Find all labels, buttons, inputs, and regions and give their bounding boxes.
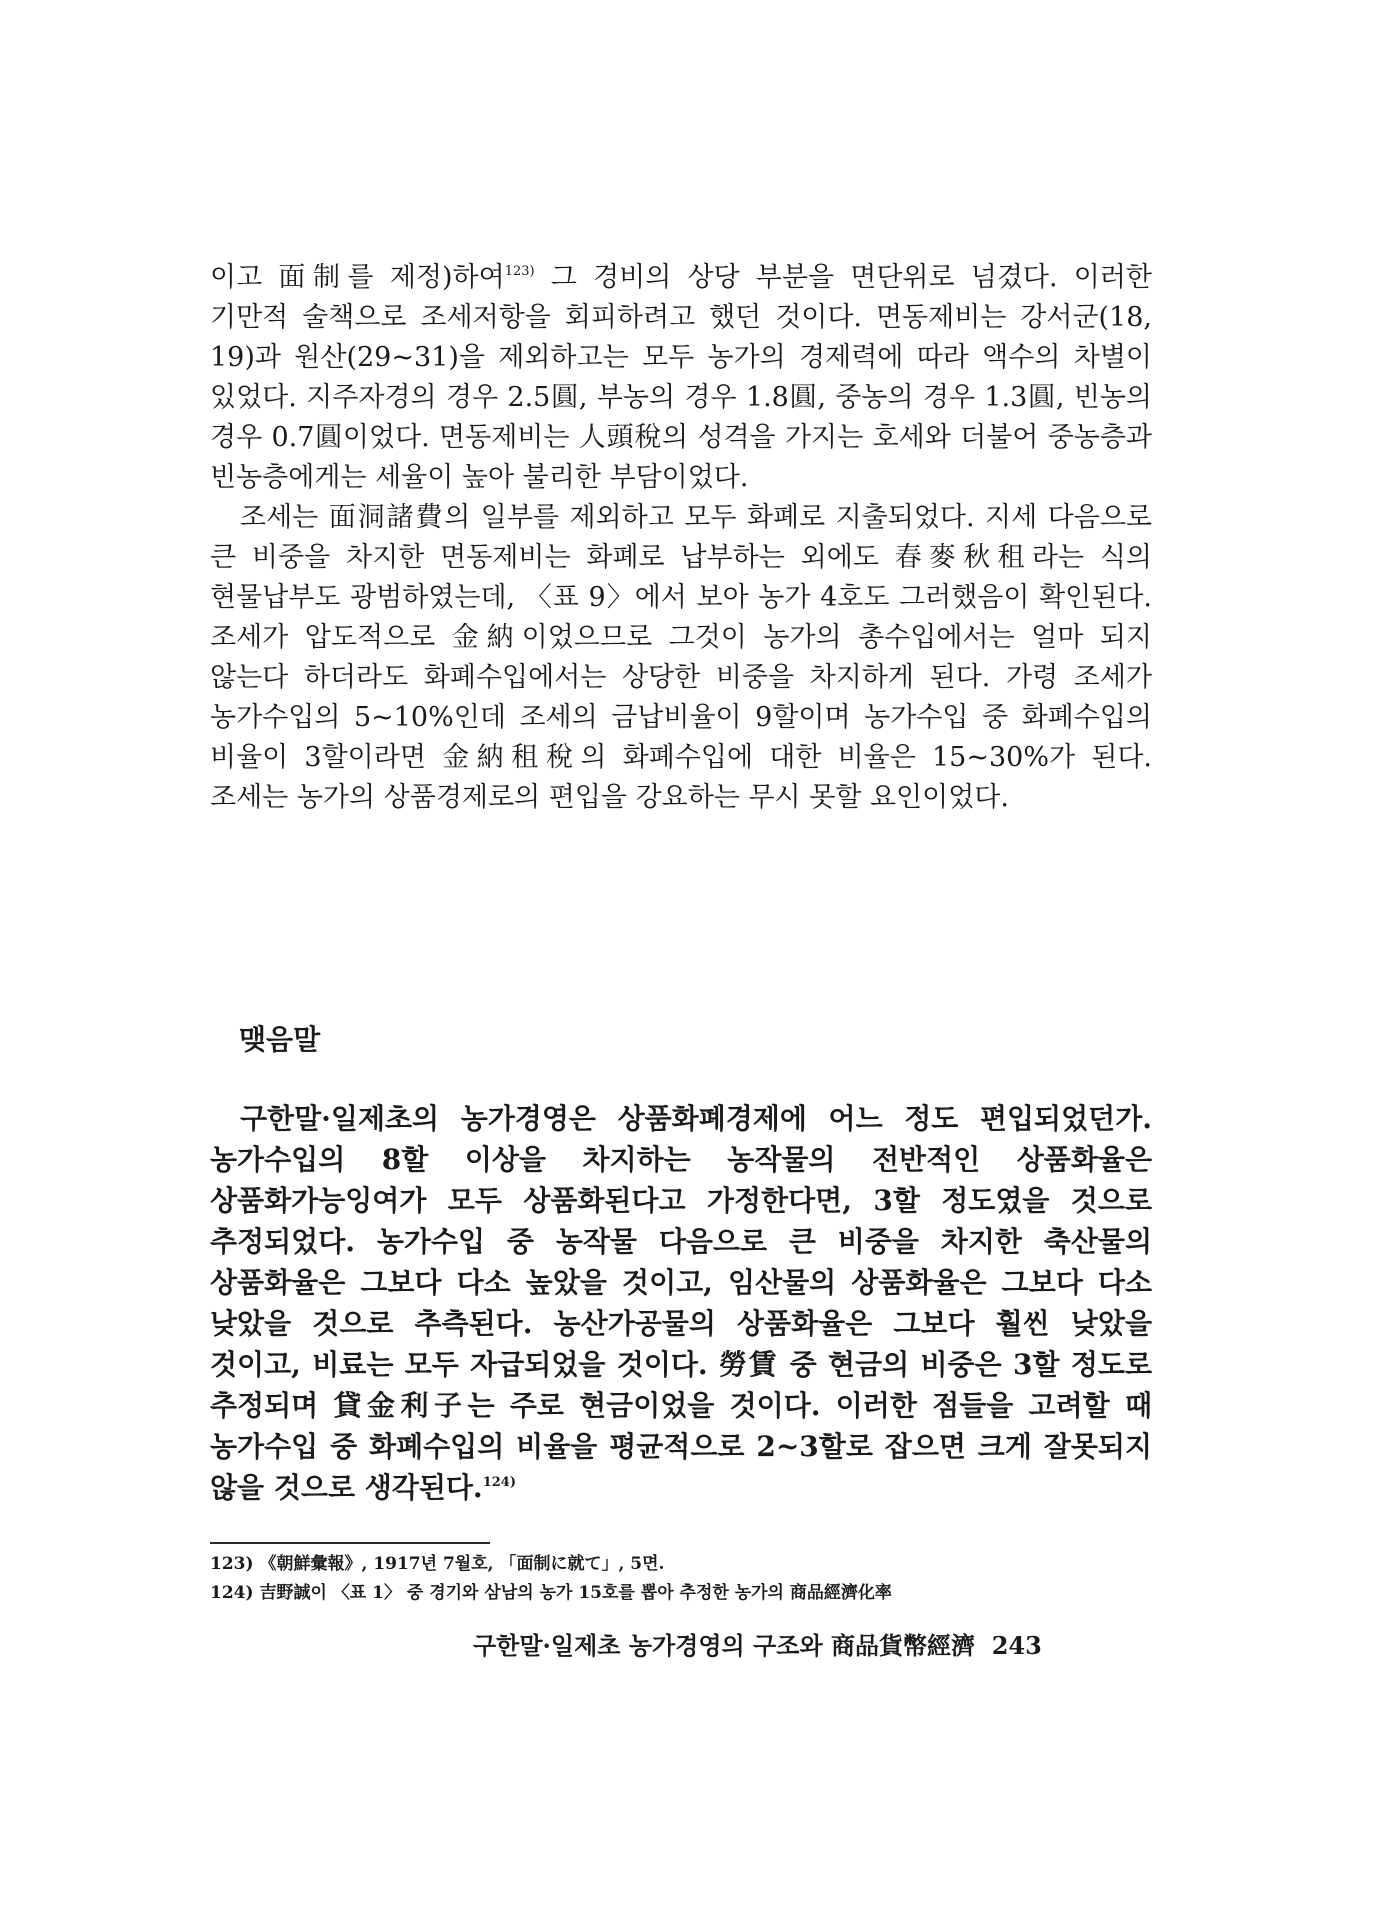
footnote-ref-124[interactable]: 124) xyxy=(482,1475,516,1490)
conclusion-paragraph xyxy=(210,1098,1152,1508)
body-text xyxy=(210,258,1152,818)
page-number: 243 xyxy=(991,1631,1042,1660)
section-heading: 맺음말 xyxy=(239,1023,321,1056)
footnote-ref-123[interactable]: 123) xyxy=(504,264,535,279)
running-title: 구한말·일제초 농가경영의 구조와 商品貨幣經濟 xyxy=(473,1631,975,1660)
conclusion-text: 구한말·일제초의 농가경영은 상품화폐경제에 어느 정도 편입되었던가. 농가수입의 8할 이상을 차지하는 농작물의 전반적인 상품화율은 상품화가능잉여가 모두 상품화된다고 가정한다면, 3할 정도였을 것으로 추정되었다. 농가수입 중 농작물 다음으로 큰 비중을 차지한 축산물의 상품화율은 그보다 다소 높았을 것이고, 임산물의 상품화율은 그보다 다소 낮았을 것으로 추측된다. 농산가공물의 상품화율은 그보다 훨씬 낮았을 것이고, 비료는 모두 자급되었을 것이다. 勞賃 중 현금의 비중은 3할 정도로 추정되며 貸金利子는 주로 현금이었을 것이다. 이러한 점들을 고려할 때 농가수입 중 화폐수입의 비율을 평균적으로 2~3할로 잡으면 크게 잘못되지 않을 것으로 생각된다. xyxy=(210,1102,1152,1504)
paragraph-text: 그 경비의 상당 부분을 면단위로 넘겼다. 이러한 기만적 술책으로 조세저항을 회피하려고 했던 것이다. 면동제비는 강서군(18, 19)과 원산(29~31)을 제외하고는 모두 농가의 경제력에 따라 액수의 차별이 있었다. 지주자경의 경우 2.5圓, 부농의 경우 1.8圓, 중농의 경우 1.3圓, 빈농의 경우 0.7圓이었다. 면동제비는 人頭稅의 성격을 가지는 호세와 더불어 중농층과 빈농층에게는 세율이 높아 불리한 부담이었다. xyxy=(210,262,1153,493)
footnotes xyxy=(210,1550,1152,1608)
footnote-124: 124) 吉野誠이 〈표 1〉 중 경기와 삼남의 농가 15호를 뽑아 추정한 농가의 商品經濟化率 xyxy=(210,1583,892,1603)
conclusion-section xyxy=(210,1098,1152,1508)
paragraph-text: 이고 面制를 제정)하여 xyxy=(210,262,505,293)
footnote-divider xyxy=(210,1542,490,1544)
body-paragraph xyxy=(210,258,1152,498)
page-footer xyxy=(473,1626,1042,1661)
body-paragraph: 조세는 面洞諸費의 일부를 제외하고 모두 화폐로 지출되었다. 지세 다음으로 큰 비중을 차지한 면동제비는 화폐로 납부하는 외에도 春麥秋租라는 식의 현물납부도 광범하였는데, 〈표 9〉에서 보아 농가 4호도 그러했음이 확인된다. 조세가 압도적으로 金納이었으므로 그것이 농가의 총수입에서는 얼마 되지 않는다 하더라도 화폐수입에서는 상당한 비중을 차지하게 된다. 가령 조세가 농가수입의 5~10%인데 조세의 금납비율이 9할이며 농가수입 중 화폐수입의 비율이 3할이라면 金納租稅의 화폐수입에 대한 비율은 15~30%가 된다. 조세는 농가의 상품경제로의 편입을 강요하는 무시 못할 요인이었다. xyxy=(210,502,1152,813)
footnote-123: 123) 《朝鮮彙報》, 1917년 7월호, 「面制に就て」, 5면. xyxy=(210,1554,665,1574)
